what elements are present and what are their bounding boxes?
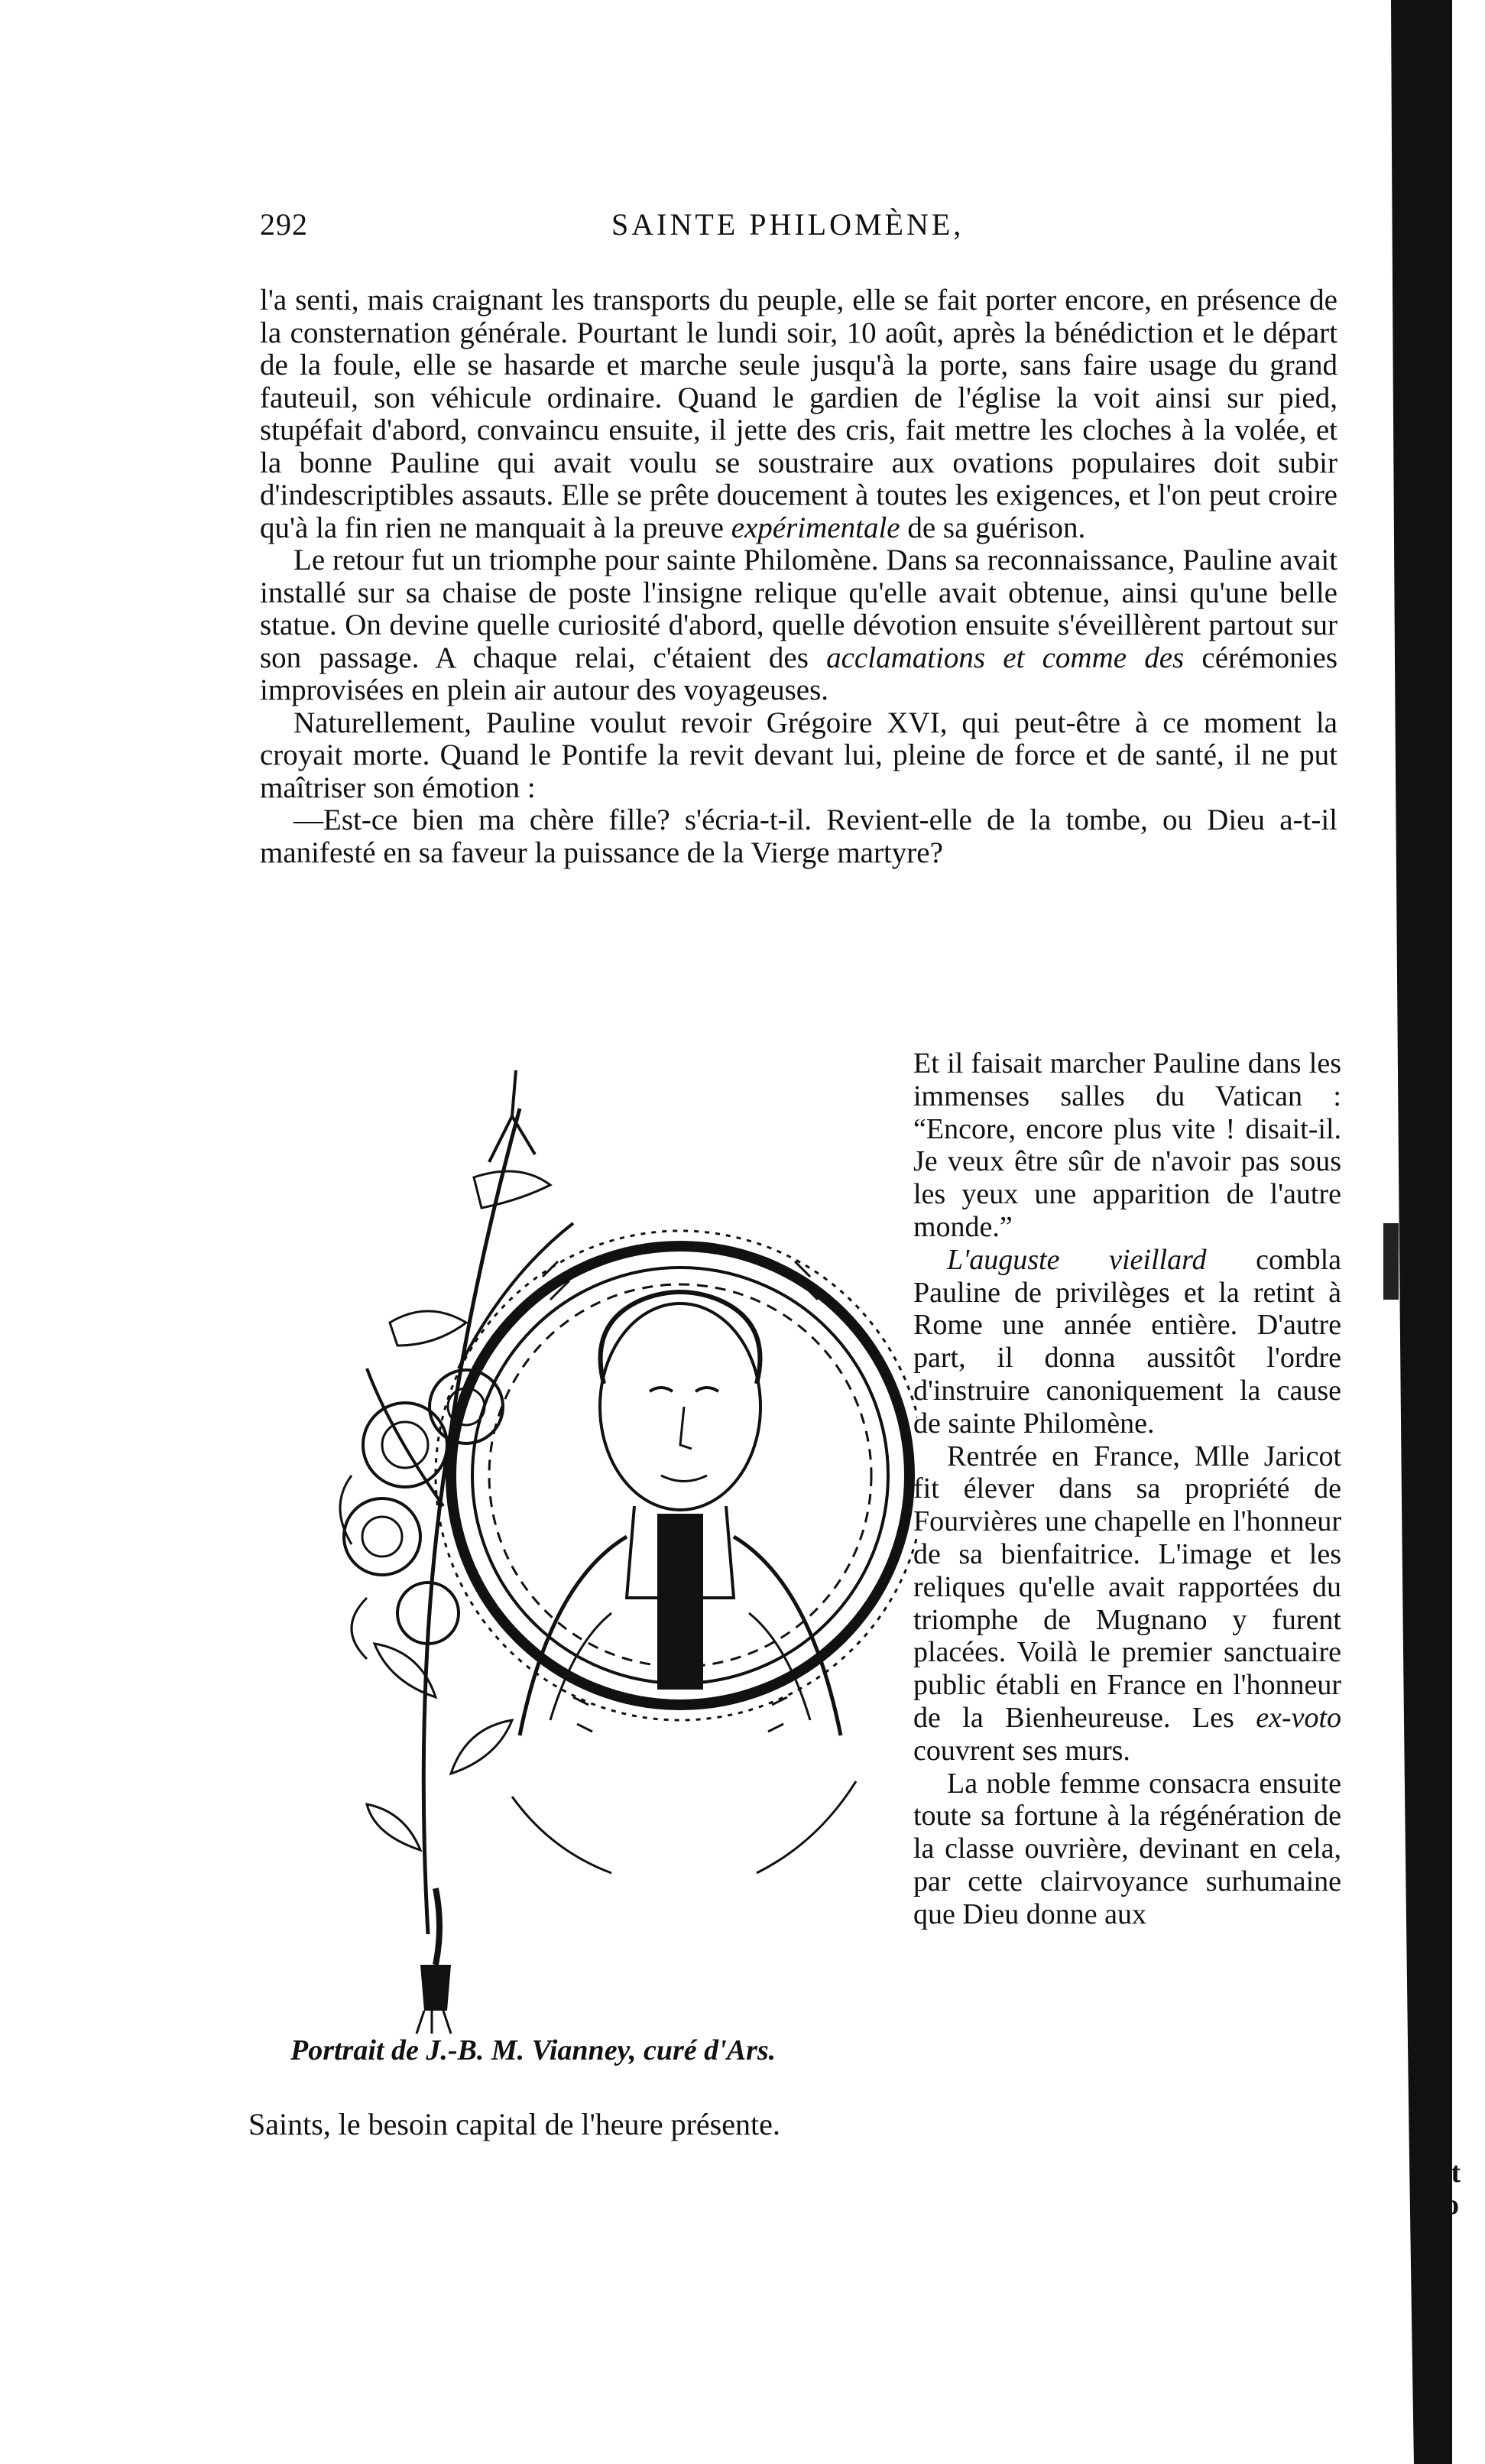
side-text-column xyxy=(913,1047,1341,1931)
side-paragraph-3: Rentrée en France, Mlle Jaricot fit élever dans sa propriété de Fourvières une chapelle en l'honneur de sa bienfaitrice. L'image et les reliques qu'elle avait rapportées du triomphe de Mugnano y furent placées. Voilà le premier sanctuaire public établi en France en l'honneur de la Bienheureuse. Les ex-voto couvrent ses murs. xyxy=(913,1440,1341,1767)
gutter-fragment-2: cho xyxy=(1415,2189,1459,2221)
paragraph-4: —Est-ce bien ma chère fille? s'écria-t-il. Revient-elle de la tombe, ou Dieu a-t-il manifesté en sa faveur la puissance de la Vierge martyre? xyxy=(260,803,1337,869)
running-head: SAINTE PHILOMÈNE, xyxy=(611,207,965,242)
final-line: Saints, le besoin capital de l'heure présente. xyxy=(248,2107,780,2141)
paragraph-2: Le retour fut un triomphe pour sainte Philomène. Dans sa reconnaissance, Pauline avait installé sur sa chaise de poste l'insigne relique qu'elle avait obtenue, ainsi qu'une belle statue. On devine quelle curiosité d'abord, quelle dévotion ensuite s'éveillèrent partout sur son passage. A chaque relai, c'étaient des acclamations et comme des cérémonies improvisées en plein air autour des voyageuses. xyxy=(260,544,1337,706)
paragraph-3: Naturellement, Pauline voulut revoir Grégoire XVI, qui peut-être à ce moment la croyait morte. Quand le Pontife la revit devant lui, pleine de force et de santé, il ne put maîtriser son émotion : xyxy=(260,706,1337,804)
side-paragraph-4: La noble femme consacra ensuite toute sa fortune à la régénération de la classe ouvrière, devinant en cela, par cette clairvoyance surhumaine que Dieu donne aux xyxy=(913,1767,1341,1930)
paragraph-1: l'a senti, mais craignant les transports du peuple, elle se fait porter encore, en présence de la consternation générale. Pourtant le lundi soir, 10 août, après la bénédiction et le départ de la foule, elle se hasarde et marche seule jusqu'à la porte, sans faire usage du grand fauteuil, son véhicule ordinaire. Quand le gardien de l'église la voit ainsi sur pied, stupéfait d'abord, convaincu ensuite, il jette des cris, fait mettre les cloches à la volée, et la bonne Pauline qui avait voulu se soustraire aux ovations populaires doit subir d'indescriptibles assauts. Elle se prête doucement à toutes les exigences, et l'on peut croire qu'à la fin rien ne manquait à la preuve expérimentale de sa guérison. xyxy=(260,284,1337,544)
figure-caption: Portrait de J.-B. M. Vianney, curé d'Ars. xyxy=(290,2034,777,2066)
gutter-fragment-1: hist xyxy=(1415,2157,1461,2189)
portrait-engraving xyxy=(321,1047,917,2041)
page-gutter-shadow xyxy=(1368,0,1485,2464)
side-paragraph-1: Et il faisait marcher Pauline dans les immenses salles du Vatican : “Encore, encore plus vite ! disait-il. Je veux être sûr de n'avoir pas sous les yeux une apparition de l'autre monde.” xyxy=(913,1047,1341,1243)
side-paragraph-2: L'auguste vieillard combla Pauline de privilèges et la retint à Rome une année entière. D'autre part, il donna aussitôt l'ordre d'instruire canoniquement la cause de sainte Philomène. xyxy=(913,1243,1341,1440)
page-number: 292 xyxy=(260,207,308,242)
main-text-block xyxy=(260,284,1337,869)
